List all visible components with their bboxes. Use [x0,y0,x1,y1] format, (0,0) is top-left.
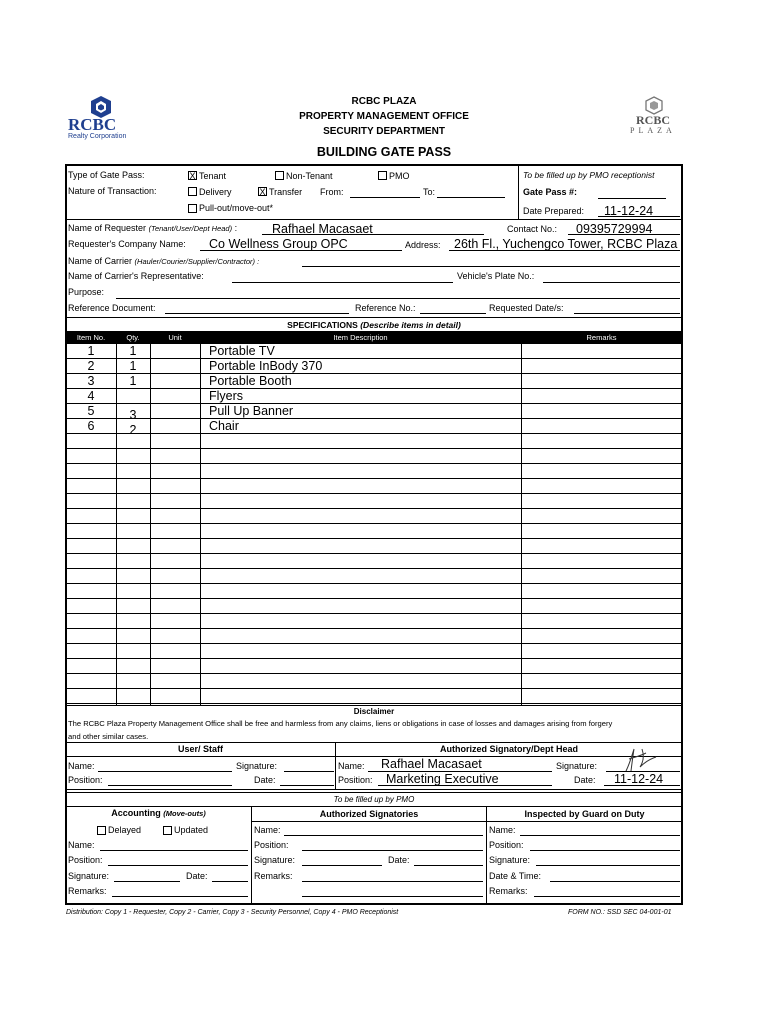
plaza-logo-text: RCBC [636,113,671,127]
col-line-4 [521,344,522,705]
type-label: Type of Gate Pass: [68,170,145,180]
col-header-unit: Unit [168,333,182,342]
updated-label: Updated [174,825,209,835]
sig-bottom-1 [66,789,682,790]
specs-title: SPECIFICATIONS (Describe items in detail) [287,320,461,330]
acct-date-field[interactable] [212,881,248,882]
transfer-label: Transfer [269,187,303,197]
non-tenant-label: Non-Tenant [286,171,333,181]
head-position-value: Marketing Executive [386,772,499,786]
guard-position-field[interactable] [530,850,680,851]
table-row [66,464,682,479]
from-field[interactable] [350,197,420,198]
req-date-field[interactable] [574,313,680,314]
delivery-label: Delivery [199,187,232,197]
acct-name-label: Name: [68,840,95,850]
pullout-checkbox[interactable] [188,204,197,213]
table-row [66,389,682,404]
guard-name-field[interactable] [520,835,680,836]
address-label: Address: [405,240,441,250]
nature-label: Nature of Transaction: [68,186,157,196]
to-field[interactable] [437,197,505,198]
plate-field[interactable] [543,282,680,283]
pullout-label: Pull-out/move-out* [199,203,274,213]
cell-desc: Flyers [209,389,244,403]
disclaimer-line1: The RCBC Plaza Property Management Office shall be free and harmless from any claims, liens or obligations in case of losses and damages arising from forgery [68,719,613,728]
table-row [66,629,682,644]
gate-pass-no-label: Gate Pass #: [523,187,578,197]
pmo-receptionist-note: To be filled up by PMO receptionist [523,170,655,180]
cell-no: 5 [87,404,95,418]
plaza-logo-subtext: PLAZA [630,126,676,135]
purpose-field[interactable] [116,298,680,299]
col-header-item-no: Item No. [76,333,106,342]
table-row [66,659,682,674]
acct-name-field[interactable] [100,850,248,851]
user-position-field[interactable] [108,785,232,786]
disclaimer-title: Disclaimer [353,707,395,716]
sig-bottom-2 [66,792,682,793]
table-row [66,404,682,419]
from-label: From: [320,187,344,197]
form-number: FORM NO.: SSD SEC 04-001-01 [568,909,672,916]
auth-remarks-label: Remarks: [254,871,293,881]
contact-value: 09395729994 [576,222,653,236]
guard-remarks-field[interactable] [534,896,680,897]
cell-no: 4 [87,389,95,403]
auth-name-field[interactable] [284,835,483,836]
guard-name-label: Name: [489,825,516,835]
table-row [66,509,682,524]
auth-position-field[interactable] [302,850,483,851]
page-title: BUILDING GATE PASS [316,145,452,159]
section-divider-1 [66,219,682,220]
table-row [66,359,682,374]
cell-qty: 1 [129,344,137,358]
table-row [66,584,682,599]
cell-no: 3 [87,374,95,388]
delayed-checkbox[interactable] [97,826,106,835]
acct-date-label: Date: [186,871,208,881]
logo-text: RCBC [68,115,117,134]
col-line-3 [200,344,201,705]
acct-position-field[interactable] [108,865,248,866]
pmo-box-divider [518,165,519,219]
cell-no: 1 [87,344,95,358]
inspected-title: Inspected by Guard on Duty [524,809,645,819]
guard-datetime-field[interactable] [550,881,680,882]
pmo-top-line [66,806,682,807]
cell-qty: 1 [129,374,137,388]
user-date-field[interactable] [280,785,334,786]
table-row [66,599,682,614]
auth-date-label: Date: [388,855,410,865]
table-row [66,434,682,449]
requester-value: Rafhael Macasaet [272,222,373,236]
cell-qty: 2 [129,423,137,437]
transfer-checkbox[interactable]: X [259,187,266,197]
disclaimer-top [66,705,682,706]
cell-desc: Chair [209,419,239,433]
pmo-note: To be filled up by PMO [333,795,415,804]
table-row [66,479,682,494]
authorized-head-title: Authorized Signatory/Dept Head [439,744,578,754]
guard-signature-label: Signature: [489,855,531,865]
user-position-label: Position: [68,775,103,785]
cell-desc: Portable TV [209,344,275,358]
carrier-field[interactable] [302,266,680,267]
auth-position-label: Position: [254,840,289,850]
auth-name-label: Name: [254,825,281,835]
carrier-rep-field[interactable] [232,282,453,283]
head-position-label: Position: [338,775,373,785]
requester-label: Name of Requester (Tenant/User/Dept Head) : [68,223,238,233]
head-date-value: 11-12-24 [614,772,664,786]
table-row [66,674,682,689]
tenant-checkbox[interactable]: X [189,171,196,181]
ref-no-label: Reference No.: [355,303,416,313]
distribution-note: Distribution: Copy 1 - Requester, Copy 2 - Carrier, Copy 3 - Security Personnel, Copy 4 - PMO Receptionist [66,909,399,916]
col-header-remarks: Remarks [586,333,617,342]
col-line-2 [150,344,151,705]
guard-remarks-label: Remarks: [489,886,528,896]
col-line-1 [116,344,117,705]
user-date-label: Date: [254,775,276,785]
table-row [66,344,682,359]
table-row [66,689,682,704]
header-line2: PROPERTY MANAGEMENT OFFICE [299,111,469,122]
pmo-header-line [252,821,682,822]
head-signature-label: Signature: [556,761,598,771]
carrier-label: Name of Carrier (Hauler/Courier/Supplier/Contractor) : [68,256,260,266]
table-row [66,419,682,434]
head-date-label: Date: [574,775,596,785]
rcbc-realty-logo [64,94,144,142]
acct-position-label: Position: [68,855,103,865]
table-row [66,449,682,464]
user-staff-title: User/ Staff [177,744,223,754]
table-row [66,554,682,569]
sig-top [66,742,682,743]
acct-remarks-field[interactable] [112,896,248,897]
table-row [66,374,682,389]
auth-remarks-field-2[interactable] [302,896,483,897]
ref-no-field[interactable] [420,313,486,314]
cell-no: 2 [87,359,95,373]
cell-desc: Portable InBody 370 [209,359,323,373]
contact-label: Contact No.: [507,224,558,234]
guard-position-label: Position: [489,840,524,850]
col-header-description: Item Description [333,333,388,342]
cell-no: 6 [87,419,95,433]
acct-signature-label: Signature: [68,871,110,881]
gate-pass-no-field[interactable] [598,198,666,199]
delivery-checkbox[interactable] [188,187,197,196]
authorized-signatories-title: Authorized Signatories [319,809,419,819]
table-row [66,539,682,554]
delayed-label: Delayed [108,825,142,835]
auth-signature-label: Signature: [254,855,296,865]
req-date-label: Requested Date/s: [489,303,564,313]
table-row [66,644,682,659]
cell-qty: 3 [129,408,137,422]
table-row [66,614,682,629]
cell-desc: Portable Booth [209,374,292,388]
company-label: Requester's Company Name: [68,239,186,249]
non-tenant-checkbox[interactable] [275,171,284,180]
user-signature-label: Signature: [236,761,278,771]
auth-date-field[interactable] [414,865,483,866]
purpose-label: Purpose: [68,287,105,297]
head-name-value: Rafhael Macasaet [381,757,482,771]
pmo-checkbox[interactable] [378,171,387,180]
ref-doc-field[interactable] [165,313,349,314]
ref-doc-label: Reference Document: [68,303,156,313]
accounting-title: Accounting (Move-outs) [111,808,206,818]
to-label: To: [423,187,436,197]
header-line1: RCBC PLAZA [351,96,417,107]
date-prepared-value: 11-12-24 [604,204,654,218]
pmo-label: PMO [389,171,410,181]
plate-label: Vehicle's Plate No.: [457,271,535,281]
head-name-label: Name: [338,761,365,771]
section-divider-2 [66,317,682,318]
disclaimer-line2: and other similar cases. [68,732,149,741]
user-signature-field[interactable] [284,771,334,772]
col-header-qty: Qty. [126,333,140,342]
user-name-label: Name: [68,761,95,771]
acct-signature-field[interactable] [114,881,180,882]
table-row [66,494,682,509]
cell-qty: 1 [129,359,137,373]
logo-subtext: Realty Corporation [68,133,127,140]
tenant-label: Tenant [199,171,227,181]
updated-checkbox[interactable] [163,826,172,835]
sig-header-line [66,756,682,757]
auth-remarks-field[interactable] [302,881,483,882]
guard-datetime-label: Date & Time: [489,871,542,881]
company-value: Co Wellness Group OPC [209,237,348,251]
header-line3: SECURITY DEPARTMENT [323,126,445,137]
acct-remarks-label: Remarks: [68,886,107,896]
address-value: 26th Fl., Yuchengco Tower, RCBC Plaza [454,237,678,251]
table-row [66,524,682,539]
date-prepared-label: Date Prepared: [523,206,585,216]
carrier-rep-label: Name of Carrier's Representative: [68,271,204,281]
cell-desc: Pull Up Banner [209,404,294,418]
table-row [66,569,682,584]
user-name-field[interactable] [98,771,232,772]
rcbc-plaza-logo [624,96,684,140]
auth-signature-field[interactable] [302,865,382,866]
guard-signature-field[interactable] [536,865,680,866]
handwritten-signature-icon [620,745,664,773]
